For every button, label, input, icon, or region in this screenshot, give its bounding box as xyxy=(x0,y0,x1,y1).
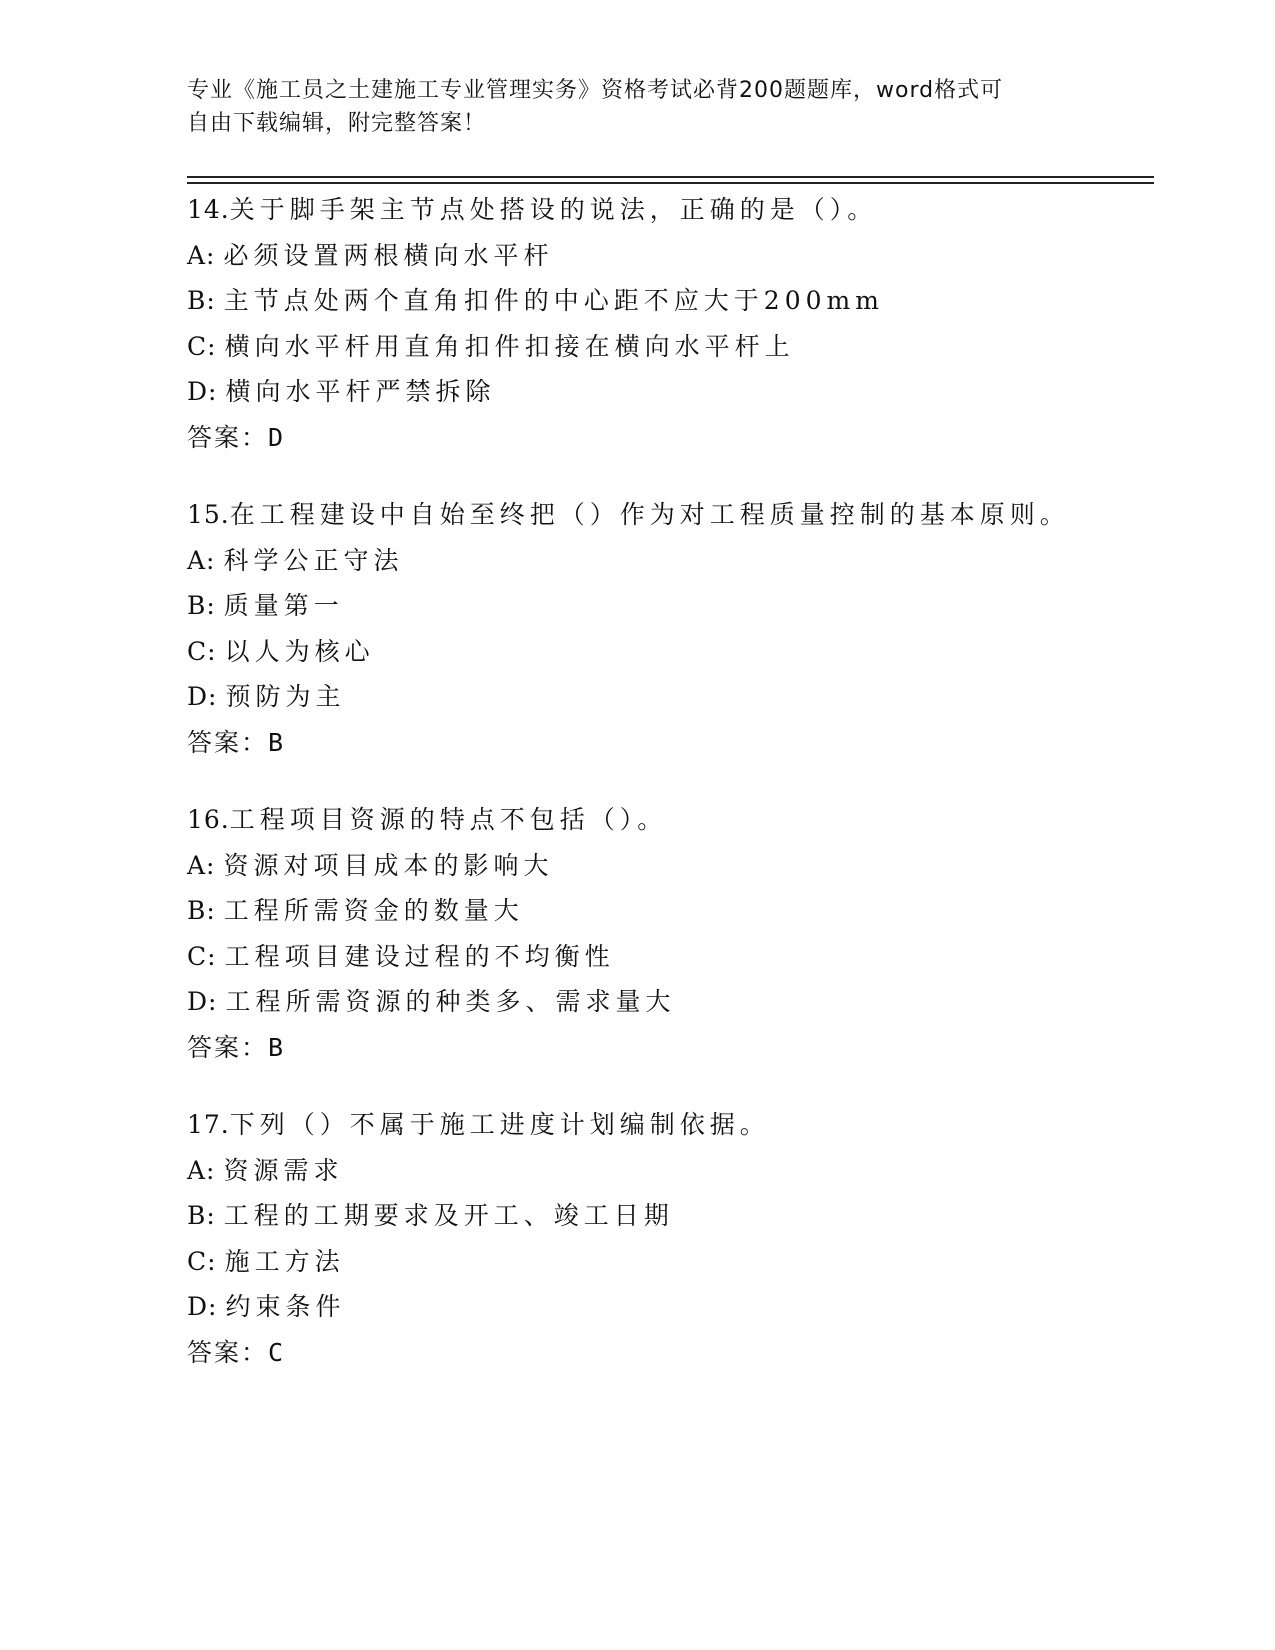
option-d xyxy=(187,369,1147,415)
option-b xyxy=(187,888,1147,934)
answer-label: 答案： xyxy=(187,422,269,452)
option-text: 工程的工期要求及开工、竣工日期 xyxy=(223,1201,674,1231)
answer-value: D xyxy=(268,422,286,452)
document-header xyxy=(187,74,1087,140)
option-text: 横向水平杆用直角扣件扣接在横向水平杆上 xyxy=(224,331,795,361)
option-text: 预防为主 xyxy=(225,682,346,712)
question-text: 在工程建设中自始至终把（）作为对工程质量控制的基本原则。 xyxy=(229,500,1070,529)
option-c xyxy=(187,934,1147,980)
option-key: D: xyxy=(187,987,218,1017)
question-number: 15. xyxy=(187,500,230,529)
option-text: 资源对项目成本的影响大 xyxy=(223,850,554,880)
option-text: 工程所需资源的种类多、需求量大 xyxy=(225,987,676,1017)
option-a xyxy=(187,538,1147,584)
option-text: 科学公正守法 xyxy=(223,545,404,575)
option-text: 必须设置两根横向水平杆 xyxy=(223,240,554,270)
option-key: C: xyxy=(187,941,217,971)
option-key: B: xyxy=(187,896,216,926)
option-a xyxy=(187,843,1147,889)
question-number: 14. xyxy=(187,195,230,224)
option-d xyxy=(187,674,1147,720)
answer-line xyxy=(187,415,1147,461)
answer-line xyxy=(187,1330,1147,1376)
option-key: A: xyxy=(187,240,216,270)
option-key: A: xyxy=(187,545,216,575)
question-17 xyxy=(187,1102,1147,1376)
option-b xyxy=(187,1193,1147,1239)
option-key: C: xyxy=(187,1246,217,1276)
option-key: B: xyxy=(187,1201,216,1231)
option-a xyxy=(187,1148,1147,1194)
option-key: B: xyxy=(187,591,216,621)
option-key: A: xyxy=(187,1155,216,1185)
question-15 xyxy=(187,492,1147,766)
option-key: D: xyxy=(187,377,218,407)
question-text: 关于脚手架主节点处搭设的说法，正确的是（）。 xyxy=(229,195,878,224)
option-text: 工程项目建设过程的不均衡性 xyxy=(224,941,615,971)
question-16 xyxy=(187,797,1147,1071)
option-key: D: xyxy=(187,682,218,712)
answer-value: C xyxy=(268,1337,286,1367)
answer-label: 答案： xyxy=(187,1337,269,1367)
answer-value: B xyxy=(268,1032,286,1062)
option-c xyxy=(187,324,1147,370)
option-c xyxy=(187,1239,1147,1285)
header-title-line-1: 专业《施工员之土建施工专业管理实务》资格考试必背200题题库，word格式可 xyxy=(187,78,1004,103)
header-divider-top xyxy=(187,176,1154,178)
option-text: 主节点处两个直角扣件的中心距不应大于200mm xyxy=(223,286,884,316)
question-stem xyxy=(187,1102,1147,1148)
header-divider-bottom xyxy=(187,182,1154,184)
option-text: 资源需求 xyxy=(223,1155,344,1185)
option-key: B: xyxy=(187,286,216,316)
option-c xyxy=(187,629,1147,675)
option-text: 约束条件 xyxy=(225,1292,346,1322)
option-b xyxy=(187,583,1147,629)
answer-line xyxy=(187,1025,1147,1071)
option-d xyxy=(187,1284,1147,1330)
header-title-line-2: 自由下载编辑，附完整答案！ xyxy=(187,111,487,136)
option-text: 施工方法 xyxy=(224,1246,345,1276)
answer-value: B xyxy=(268,727,286,757)
option-key: C: xyxy=(187,636,217,666)
question-stem xyxy=(187,797,1147,843)
option-key: C: xyxy=(187,331,217,361)
question-stem xyxy=(187,492,1147,538)
option-key: A: xyxy=(187,850,216,880)
option-d xyxy=(187,979,1147,1025)
option-key: D: xyxy=(187,1292,218,1322)
answer-label: 答案： xyxy=(187,1032,269,1062)
option-text: 工程所需资金的数量大 xyxy=(223,896,524,926)
question-stem xyxy=(187,187,1147,233)
question-14 xyxy=(187,187,1147,461)
option-text: 以人为核心 xyxy=(224,636,375,666)
question-text: 下列（）不属于施工进度计划编制依据。 xyxy=(229,1110,770,1139)
option-a xyxy=(187,233,1147,279)
answer-line xyxy=(187,720,1147,766)
option-text: 横向水平杆严禁拆除 xyxy=(225,377,496,407)
option-b xyxy=(187,278,1147,324)
question-text: 工程项目资源的特点不包括（）。 xyxy=(229,805,668,834)
question-number: 17. xyxy=(187,1110,230,1139)
answer-label: 答案： xyxy=(187,727,269,757)
option-text: 质量第一 xyxy=(223,591,344,621)
question-number: 16. xyxy=(187,805,230,834)
